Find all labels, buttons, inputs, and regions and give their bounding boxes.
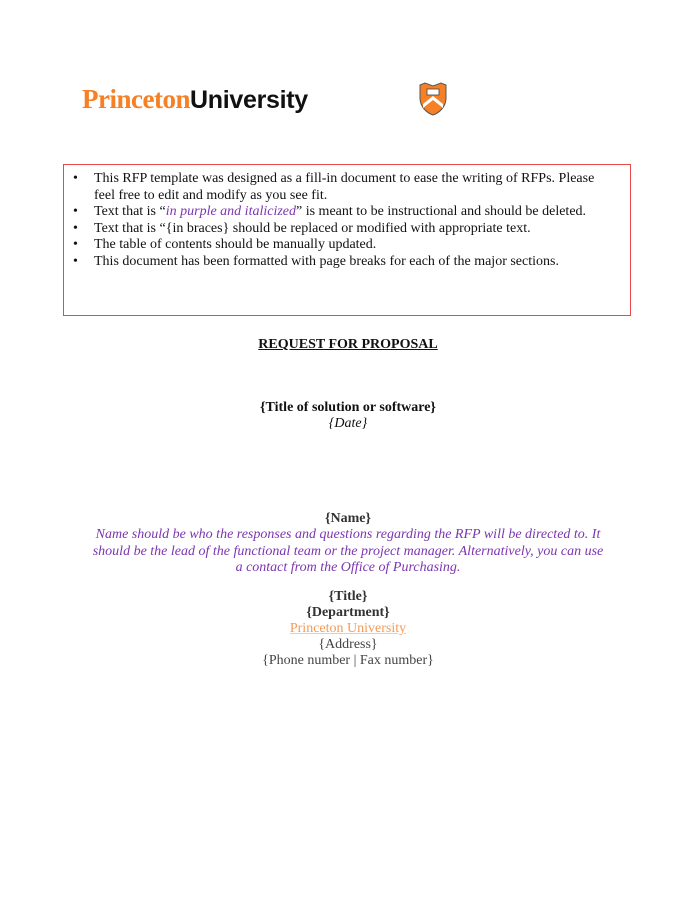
logo-university-text: University <box>189 86 308 114</box>
instruction-item: • Text that is “in purple and italicized” is meant to be instructional and should be deleted. <box>94 204 610 221</box>
contact-block <box>0 589 696 669</box>
instructions-box <box>63 164 631 316</box>
purple-italic-sample: in purple and italicized <box>165 204 296 219</box>
instruction-item: • Text that is “{in braces} should be replaced or modified with appropriate text. <box>94 221 610 238</box>
contact-title: {Title} <box>328 589 368 604</box>
contact-address: {Address} <box>318 637 378 652</box>
princeton-shield-icon <box>418 82 448 116</box>
contact-department: {Department} <box>306 605 390 620</box>
logo-princeton-text: Princeton <box>82 84 190 114</box>
instruction-item: • This document has been formatted with page breaks for each of the major sections. <box>94 254 610 271</box>
document-date: {Date} <box>328 416 368 431</box>
instruction-item: • The table of contents should be manually updated. <box>94 237 610 254</box>
contact-organization: Princeton University <box>289 621 407 636</box>
document-heading: REQUEST FOR PROPOSAL <box>258 337 438 352</box>
contact-phone-fax: {Phone number | Fax number} <box>262 653 434 668</box>
name-instruction: Name should be who the responses and questions regarding the RFP will be directed to. It should be the lead of the functional team or the project manager. Alternatively, you can use a contact from the Office of Purchasing. <box>92 527 604 575</box>
princeton-university-logo <box>82 84 308 115</box>
instructions-list <box>64 165 630 270</box>
instruction-item: • This RFP template was designed as a fill-in document to ease the writing of RFPs. Please feel free to edit and modify as you see fit. <box>94 171 610 204</box>
contact-name: {Name} <box>324 511 372 526</box>
solution-title: {Title of solution or software} <box>260 400 436 415</box>
